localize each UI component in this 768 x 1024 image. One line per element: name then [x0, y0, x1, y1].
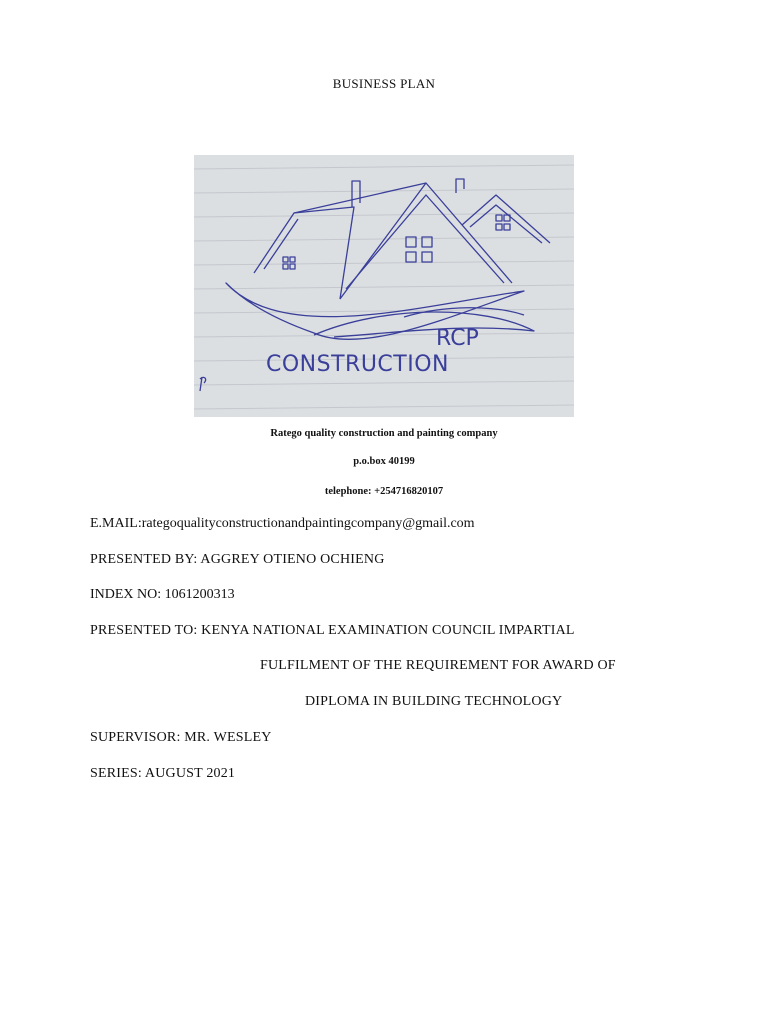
- supervisor: SUPERVISOR: MR. WESLEY: [90, 730, 272, 745]
- fulfilment-line: FULFILMENT OF THE REQUIREMENT FOR AWARD OF: [260, 658, 616, 673]
- series: SERIES: AUGUST 2021: [90, 766, 236, 781]
- index-number: INDEX NO: 1061200313: [90, 587, 235, 602]
- logo-rcp-text: RCP: [436, 326, 479, 351]
- logo-construction-text: CONSTRUCTION: [266, 352, 449, 377]
- presented-by: PRESENTED BY: AGGREY OTIENO OCHIENG: [90, 552, 385, 567]
- telephone: telephone: +254716820107: [324, 486, 444, 497]
- diploma-line: DIPLOMA IN BUILDING TECHNOLOGY: [305, 694, 563, 709]
- email-line: E.MAIL:rategoqualityconstructionandpaintingcompany@gmail.com: [90, 516, 475, 531]
- company-name: Ratego quality construction and painting company: [270, 428, 498, 439]
- presented-to: PRESENTED TO: KENYA NATIONAL EXAMINATION COUNCIL IMPARTIAL: [90, 623, 575, 638]
- po-box: p.o.box 40199: [353, 456, 415, 467]
- document-title: BUSINESS PLAN: [332, 76, 436, 91]
- house-logo-drawing: [194, 155, 574, 417]
- company-logo-image: [194, 155, 574, 417]
